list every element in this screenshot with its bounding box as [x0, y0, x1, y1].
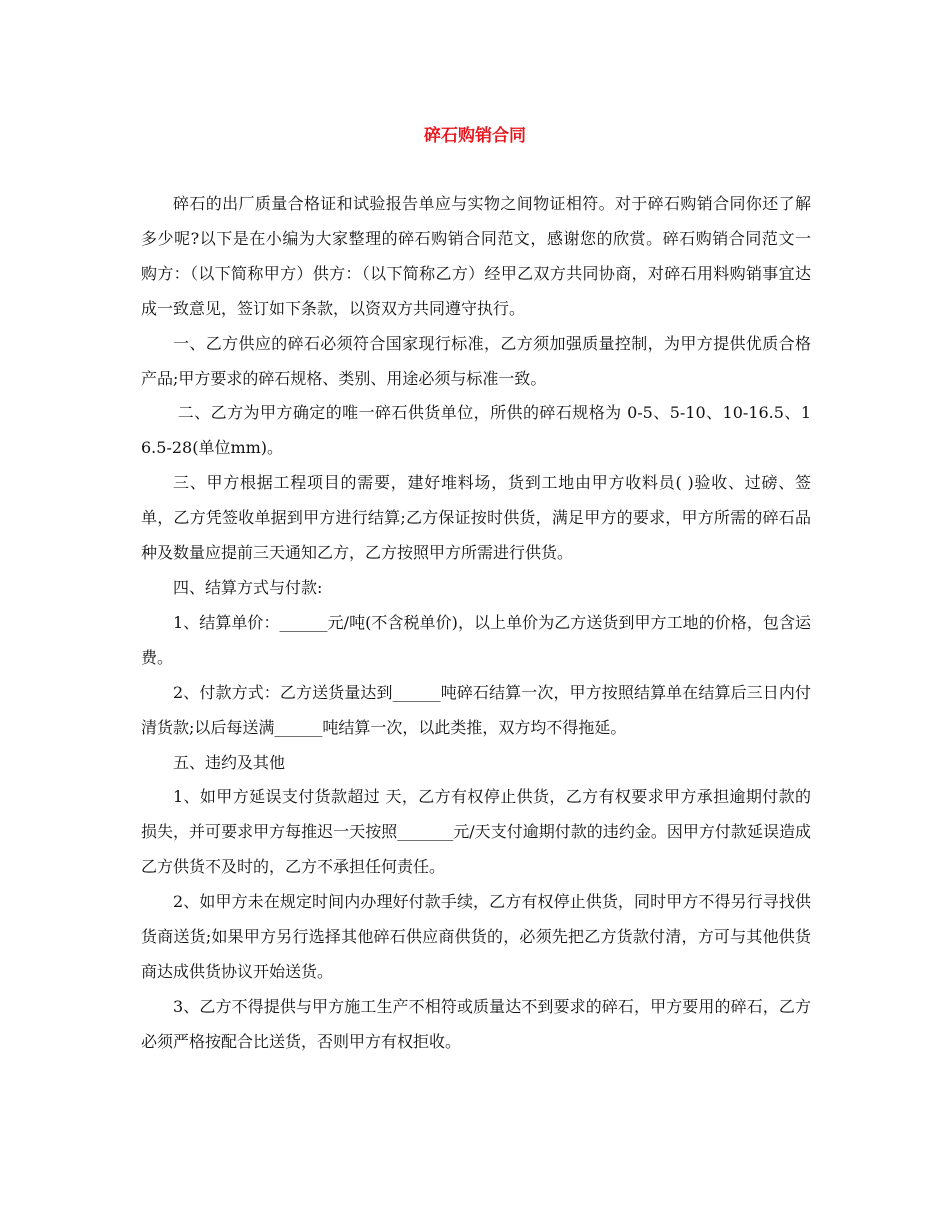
clause-4-2: 2、付款方式：乙方送货量达到______吨碎石结算一次，甲方按照结算单在结算后三日内付清货款;以后每送满______吨结算一次，以此类推，双方均不得拖延。 — [141, 682, 811, 737]
clause-5-1: 1、如甲方延误支付货款超过 天，乙方有权停止供货，乙方有权要求甲方承担逾期付款的损失，并可要求甲方每推迟一天按照_______元/天支付逾期付款的违约金。因甲方付款延误造成乙方供货不及时的，乙方不承担任何责任。 — [141, 787, 811, 877]
document-title: 碎石购销合同 — [424, 126, 526, 146]
section-5-heading: 五、违约及其他 — [173, 752, 286, 772]
clause-5-2: 2、如甲方未在规定时间内办理好付款手续，乙方有权停止供货，同时甲方不得另行寻找供货商送货;如果甲方另行选择其他碎石供应商供货的，必须先把乙方货款付清，方可与其他供货商达成供货协议开始送货。 — [141, 892, 811, 981]
section-4-heading: 四、结算方式与付款: — [173, 577, 323, 597]
clause-2: 二、乙方为甲方确定的唯一碎石供货单位，所供的碎石规格为 0-5、5-10、10-16.5、16.5-28(单位mm)。 — [141, 403, 811, 458]
clause-3: 三、甲方根据工程项目的需要，建好堆料场，货到工地由甲方收料员( )验收、过磅、签单，乙方凭签收单据到甲方进行结算;乙方保证按时供货，满足甲方的要求，甲方所需的碎石品种及数量应提前三天通知乙方，乙方按照甲方所需进行供货。 — [141, 473, 811, 563]
document-body — [141, 187, 844, 1060]
clause-5-3: 3、乙方不得提供与甲方施工生产不相符或质量达不到要求的碎石，甲方要用的碎石，乙方必须严格按配合比送货，否则甲方有权拒收。 — [141, 996, 811, 1051]
intro-paragraph: 碎石的出厂质量合格证和试验报告单应与实物之间物证相符。对于碎石购销合同你还了解多少呢?以下是在小编为大家整理的碎石购销合同范文，感谢您的欣赏。碎石购销合同范文一 购方：（以下简称甲方）供方：（以下简称乙方）经甲乙双方共同协商，对碎石用料购销事宜达成一致意见，签订如下条款，以资双方共同遵守执行。 — [141, 194, 844, 318]
clause-4-1: 1、结算单价：______元/吨(不含税单价)，以上单价为乙方送货到甲方工地的价格，包含运费。 — [141, 612, 811, 667]
clause-1: 一、乙方供应的碎石必须符合国家现行标准，乙方须加强质量控制，为甲方提供优质合格产品;甲方要求的碎石规格、类别、用途必须与标准一致。 — [141, 333, 811, 388]
